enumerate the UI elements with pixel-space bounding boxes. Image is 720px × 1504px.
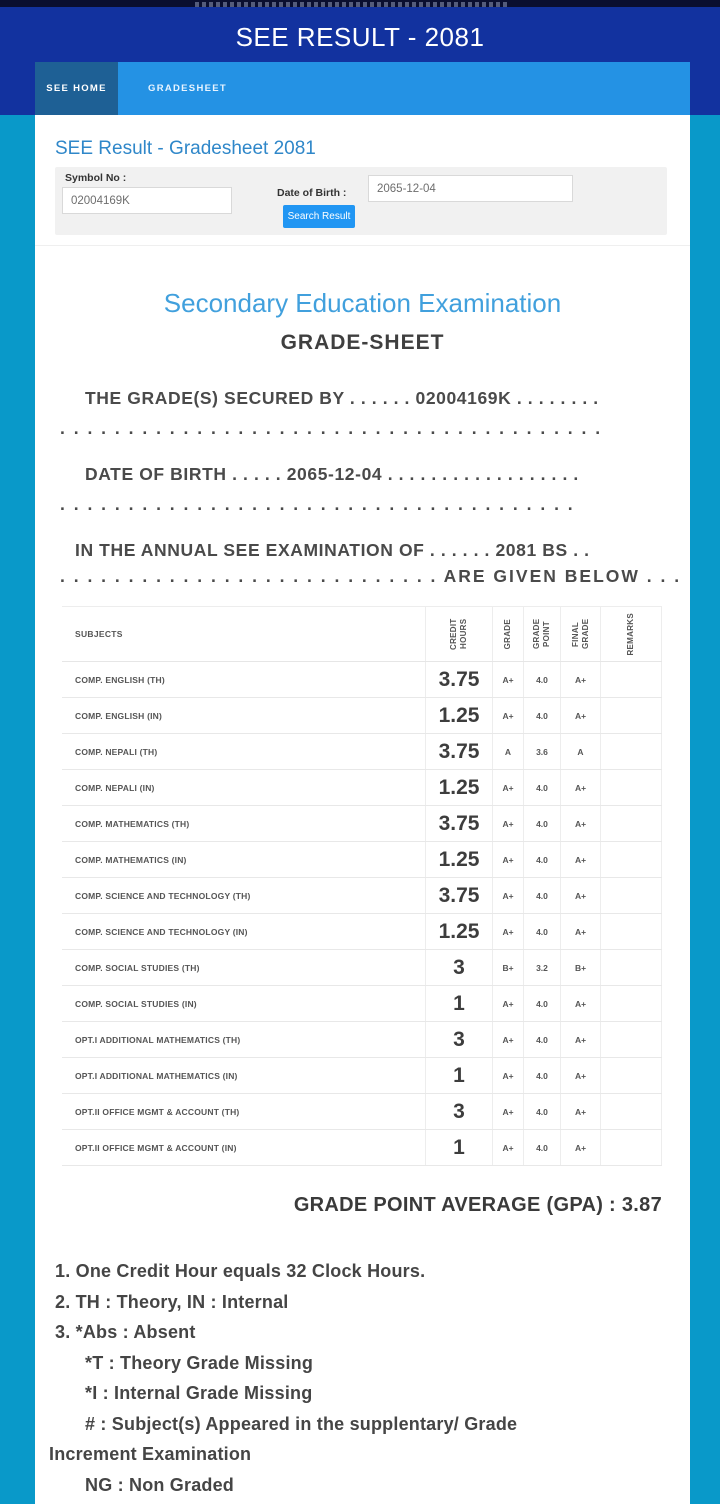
- final-grade-cell: A+: [560, 698, 600, 733]
- final-grade-cell: B+: [560, 950, 600, 985]
- final-grade-cell: A+: [560, 914, 600, 949]
- credit-hours-cell: 1: [425, 1058, 492, 1093]
- credit-hours-cell: 1.25: [425, 842, 492, 877]
- page-title: SEE Result - Gradesheet 2081: [55, 138, 316, 159]
- remarks-cell: [600, 1094, 662, 1129]
- dots-line: . . . . . . . . . . . . . . . . . . . . . . . . . . . . . . . . . . . . . .: [60, 494, 575, 514]
- credit-hours-header-label: CREDIT HOURS: [449, 618, 468, 650]
- remarks-cell: [600, 1130, 662, 1165]
- subject-cell: COMP. SOCIAL STUDIES (TH): [75, 962, 200, 973]
- final-grade-cell: A+: [560, 1022, 600, 1057]
- tab-see-home[interactable]: SEE HOME: [35, 62, 118, 115]
- note-line: 3. *Abs : Absent: [55, 1322, 196, 1342]
- table-row: [62, 1130, 662, 1166]
- final-grade-cell: A+: [560, 770, 600, 805]
- subject-cell: COMP. NEPALI (TH): [75, 746, 158, 757]
- grade-cell: A+: [492, 1058, 523, 1093]
- gpa-value: GRADE POINT AVERAGE (GPA) : 3.87: [293, 1194, 662, 1216]
- table-row: [62, 1022, 662, 1058]
- given-below-line: . . . . . . . . . . . . . . . . . . . . . . . . . . . . ARE GIVEN BELOW . . .: [60, 566, 682, 586]
- subject-cell: COMP. SOCIAL STUDIES (IN): [75, 998, 197, 1009]
- grade-point-cell: 4.0: [523, 914, 560, 949]
- right-margin: [690, 115, 720, 1504]
- remarks-cell: [600, 986, 662, 1021]
- grade-point-cell: 4.0: [523, 1058, 560, 1093]
- final-grade-cell: A+: [560, 1094, 600, 1129]
- subject-cell: COMP. MATHEMATICS (IN): [75, 854, 187, 865]
- final-grade-cell: A+: [560, 1130, 600, 1165]
- cutoff-text-fragment: [195, 2, 510, 7]
- grade-point-header-label: GRADE POINT: [532, 618, 551, 650]
- subject-cell: OPT.I ADDITIONAL MATHEMATICS (IN): [75, 1070, 238, 1081]
- subject-cell: COMP. SCIENCE AND TECHNOLOGY (IN): [75, 926, 248, 937]
- table-row: [62, 770, 662, 806]
- remarks-cell: [600, 1022, 662, 1057]
- final-grade-header: [560, 607, 600, 661]
- remarks-cell: [600, 914, 662, 949]
- search-result-button[interactable]: Search Result: [283, 205, 355, 228]
- remarks-cell: [600, 698, 662, 733]
- grade-cell: A+: [492, 914, 523, 949]
- grade-cell: A+: [492, 806, 523, 841]
- left-margin: [0, 115, 35, 1504]
- grade-point-cell: 4.0: [523, 1094, 560, 1129]
- gradesheet: [35, 245, 690, 1504]
- dots-line: . . . . . . . . . . . . . . . . . . . . . . . . . . . . . . . . . . . . . . . .: [60, 418, 603, 438]
- grade-point-cell: 4.0: [523, 1022, 560, 1057]
- table-header-row: [62, 607, 662, 662]
- date-of-birth-input[interactable]: [368, 175, 573, 202]
- subject-cell: OPT.I ADDITIONAL MATHEMATICS (TH): [75, 1034, 241, 1045]
- table-row: [62, 1058, 662, 1094]
- table-row: [62, 734, 662, 770]
- credit-hours-cell: 3: [425, 950, 492, 985]
- credit-hours-cell: 3.75: [425, 806, 492, 841]
- final-grade-cell: A: [560, 734, 600, 769]
- final-grade-cell: A+: [560, 878, 600, 913]
- cutoff-text-strip: [0, 0, 720, 12]
- credit-hours-cell: 3: [425, 1094, 492, 1129]
- grade-cell: A+: [492, 770, 523, 805]
- final-grade-cell: A+: [560, 986, 600, 1021]
- note-line: NG : Non Graded: [85, 1474, 235, 1495]
- credit-hours-cell: 1.25: [425, 770, 492, 805]
- secured-by-line: THE GRADE(S) SECURED BY . . . . . . 02004169K . . . . . . . .: [85, 388, 599, 408]
- tab-gradesheet[interactable]: GRADESHEET: [148, 83, 227, 94]
- grade-point-cell: 4.0: [523, 698, 560, 733]
- credit-hours-cell: 1: [425, 986, 492, 1021]
- grade-point-cell: 4.0: [523, 770, 560, 805]
- search-form: [55, 167, 667, 235]
- grade-cell: B+: [492, 950, 523, 985]
- remarks-cell: [600, 770, 662, 805]
- grade-point-cell: 4.0: [523, 806, 560, 841]
- grade-point-cell: 4.0: [523, 986, 560, 1021]
- grade-point-cell: 3.2: [523, 950, 560, 985]
- subject-cell: COMP. ENGLISH (IN): [75, 710, 163, 721]
- symbol-no-label: Symbol No :: [65, 172, 127, 184]
- app-header: [0, 12, 720, 62]
- remarks-cell: [600, 1058, 662, 1093]
- grade-point-cell: 4.0: [523, 878, 560, 913]
- grade-cell: A+: [492, 1094, 523, 1129]
- credit-hours-cell: 3.75: [425, 662, 492, 697]
- grade-cell: A+: [492, 698, 523, 733]
- subject-cell: OPT.II OFFICE MGMT & ACCOUNT (TH): [75, 1106, 240, 1117]
- subject-cell: COMP. SCIENCE AND TECHNOLOGY (TH): [75, 890, 251, 901]
- symbol-no-input[interactable]: [62, 187, 232, 214]
- grade-cell: A+: [492, 878, 523, 913]
- final-grade-cell: A+: [560, 1058, 600, 1093]
- grade-cell: A: [492, 734, 523, 769]
- table-row: [62, 698, 662, 734]
- table-row: [62, 1094, 662, 1130]
- note-line: Increment Examination: [49, 1444, 252, 1464]
- note-line: 1. One Credit Hour equals 32 Clock Hours.: [55, 1261, 426, 1281]
- table-row: [62, 914, 662, 950]
- app-title: SEE RESULT - 2081: [235, 21, 485, 52]
- remarks-cell: [600, 878, 662, 913]
- table-row: [62, 662, 662, 698]
- grade-point-cell: 3.6: [523, 734, 560, 769]
- credit-hours-header: [425, 607, 492, 661]
- note-line: *T : Theory Grade Missing: [85, 1352, 314, 1373]
- grade-point-header: [523, 607, 560, 661]
- remarks-header: [600, 607, 662, 661]
- date-of-birth-line: DATE OF BIRTH . . . . . 2065-12-04 . . . . . . . . . . . . . . . . . .: [85, 464, 579, 484]
- note-line: 2. TH : Theory, IN : Internal: [55, 1291, 289, 1312]
- remarks-cell: [600, 662, 662, 697]
- credit-hours-cell: 3.75: [425, 734, 492, 769]
- nav-bar: [35, 62, 690, 115]
- remarks-cell: [600, 842, 662, 877]
- grade-point-cell: 4.0: [523, 1130, 560, 1165]
- grade-point-cell: 4.0: [523, 842, 560, 877]
- content-area: [35, 115, 690, 1504]
- grade-cell: A+: [492, 662, 523, 697]
- notes: [35, 1256, 675, 1500]
- gradesheet-subtitle: GRADE-SHEET: [280, 331, 445, 354]
- table-row: [62, 878, 662, 914]
- grade-cell: A+: [492, 1022, 523, 1057]
- subject-cell: COMP. NEPALI (IN): [75, 782, 155, 793]
- credit-hours-cell: 3: [425, 1022, 492, 1057]
- final-grade-cell: A+: [560, 662, 600, 697]
- subject-cell: COMP. ENGLISH (TH): [75, 674, 165, 685]
- subjects-header: SUBJECTS: [75, 629, 123, 639]
- grade-cell: A+: [492, 1130, 523, 1165]
- exam-year-line: IN THE ANNUAL SEE EXAMINATION OF . . . . . . 2081 BS . .: [75, 540, 590, 560]
- credit-hours-cell: 1.25: [425, 698, 492, 733]
- remarks-cell: [600, 950, 662, 985]
- grade-point-cell: 4.0: [523, 662, 560, 697]
- grade-cell: A+: [492, 986, 523, 1021]
- credit-hours-cell: 1.25: [425, 914, 492, 949]
- subject-cell: COMP. MATHEMATICS (TH): [75, 818, 190, 829]
- date-of-birth-label: Date of Birth :: [277, 187, 347, 199]
- note-line: # : Subject(s) Appeared in the supplentary/ Grade: [85, 1413, 518, 1434]
- final-grade-cell: A+: [560, 842, 600, 877]
- grade-header: [492, 607, 523, 661]
- note-line: *I : Internal Grade Missing: [85, 1383, 313, 1403]
- credit-hours-cell: 3.75: [425, 878, 492, 913]
- grade-header-label: GRADE: [503, 618, 512, 650]
- remarks-cell: [600, 806, 662, 841]
- gradesheet-title: Secondary Education Examination: [163, 288, 562, 318]
- subject-cell: OPT.II OFFICE MGMT & ACCOUNT (IN): [75, 1142, 237, 1153]
- final-grade-cell: A+: [560, 806, 600, 841]
- remarks-header-label: REMARKS: [626, 612, 635, 656]
- remarks-cell: [600, 734, 662, 769]
- grades-table: [62, 606, 662, 1166]
- table-row: [62, 986, 662, 1022]
- table-row: [62, 950, 662, 986]
- table-row: [62, 806, 662, 842]
- table-row: [62, 842, 662, 878]
- grade-cell: A+: [492, 842, 523, 877]
- credit-hours-cell: 1: [425, 1130, 492, 1165]
- final-grade-header-label: FINAL GRADE: [570, 618, 590, 650]
